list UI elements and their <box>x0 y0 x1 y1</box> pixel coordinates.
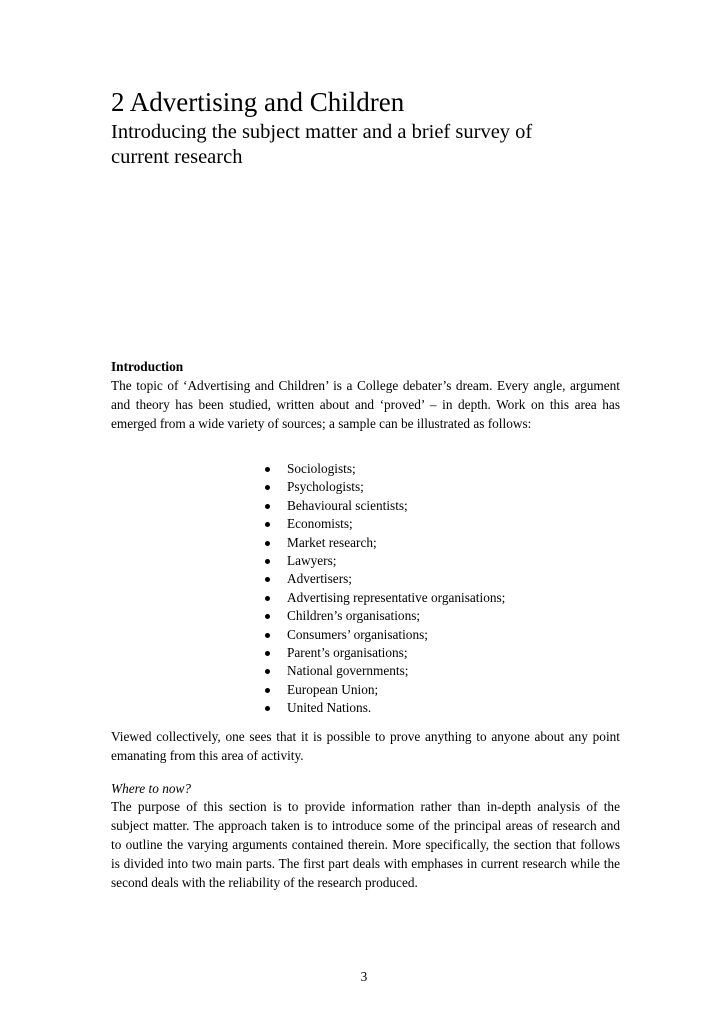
list-item: Consumers’ organisations; <box>258 626 505 644</box>
introduction-paragraph: The topic of ‘Advertising and Children’ is a College debater’s dream. Every angle, argument and theory has been studied, written about and ‘proved’ – in depth. Work on this area has emerged from a wide variety of sources; a sample can be illustrated as follows: <box>111 378 620 431</box>
list-item: Behavioural scientists; <box>258 497 505 515</box>
list-item: Economists; <box>258 515 505 533</box>
list-item: Lawyers; <box>258 552 505 570</box>
list-item: National governments; <box>258 662 505 680</box>
purpose-paragraph: The purpose of this section is to provide information rather than in-depth analysis of the subject matter. The approach taken is to introduce some of the principal areas of research and to outline the varying arguments contained therein. More specifically, the section that follows is divided into two main parts. The first part deals with emphases in current research while the second deals with the reliability of the research produced. <box>111 799 620 890</box>
list-item: Sociologists; <box>258 460 505 478</box>
introduction-heading: Introduction <box>111 359 184 374</box>
where-to-now-heading: Where to now? <box>111 781 192 796</box>
chapter-subtitle: Introducing the subject matter and a brief survey of current research <box>111 121 533 168</box>
list-item: Market research; <box>258 534 505 552</box>
sources-list <box>258 460 505 718</box>
list-item: Children’s organisations; <box>258 607 505 625</box>
list-item: European Union; <box>258 681 505 699</box>
list-item: Parent’s organisations; <box>258 644 505 662</box>
page-number: 3 <box>360 969 368 984</box>
viewed-collectively-paragraph: Viewed collectively, one sees that it is possible to prove anything to anyone about any point emanating from this area of activity. <box>111 729 620 763</box>
chapter-title: 2 Advertising and Children <box>111 87 405 117</box>
list-item: Psychologists; <box>258 478 505 496</box>
list-item: Advertisers; <box>258 570 505 588</box>
list-item: United Nations. <box>258 699 505 717</box>
list-item: Advertising representative organisations; <box>258 589 505 607</box>
